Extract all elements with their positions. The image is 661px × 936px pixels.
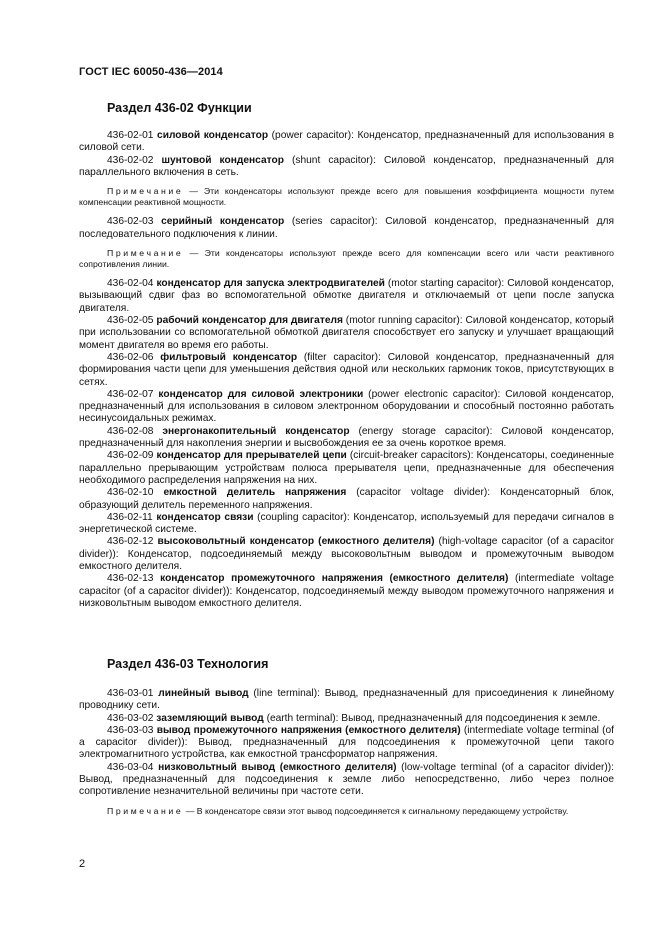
term-entry: 436-02-02 шунтовой конденсатор (shunt capacitor): Силовой конденсатор, предназначенный для параллельного включения в сеть. — [79, 154, 614, 178]
section-03-body — [79, 688, 614, 825]
term-entry: 436-02-05 рабочий конденсатор для двигателя (motor running capacitor): Силовой конденсатор, который при использовании со вспомогательной обмоткой двигателя способствует его запуску и улучшает вращающий момент двигателя во время его работы. — [79, 315, 614, 351]
term-entry: 436-02-01 силовой конденсатор (power capacitor): Конденсатор, предназначенный для использования в силовой сети. — [79, 130, 614, 154]
term-entry: 436-02-08 энергонакопительный конденсатор (energy storage capacitor): Силовой конденсатор, предназначенный для накопления энергии и высвобождения ее за очень короткое время. — [79, 425, 614, 450]
term-entry: 436-03-04 низковольтный вывод (емкостного делителя) (low-voltage terminal (of a capacitor divider)): Вывод, предназначенный для подсоединения к земле либо непосредственно, либо через полное сопротивление незначительной величины при частоте сети. — [79, 761, 614, 798]
section-03-title: Раздел 436-03 Технология — [107, 657, 269, 671]
note: Примечание — Эти конденсаторы используют прежде всего для компенсации всего или части реактивного сопротивления линии. — [79, 247, 614, 270]
section-02-body — [79, 130, 614, 610]
term-entry: 436-02-12 высоковольтный конденсатор (емкостного делителя) (high-voltage capacitor (of a capacitor divider)): Конденсатор, подсоединяемый между высоковольтным выводом и промежуточным выводом емкостного делителя. — [79, 536, 614, 572]
term-entry: 436-02-13 конденсатор промежуточного напряжения (емкостного делителя) (intermediate voltage capacitor (of a capacitor divider)): Конденсатор, подсоединяемый между выводом промежуточного напряжения и низковольтным выводом емкостного делителя. — [79, 573, 614, 609]
term-entry: 436-03-01 линейный вывод (line terminal): Вывод, предназначенный для присоединения к линейному проводнику сети. — [79, 688, 614, 712]
term-entry: 436-02-09 конденсатор для прерывателей цепи (circuit-breaker capacitors): Конденсаторы, соединенные параллельно прерывающим устройствам полюса прерывателя цепи, предназначенные для обеспечения необходимого распределения напряжения на них. — [79, 450, 614, 486]
term-entry: 436-02-10 емкостной делитель напряжения (capacitor voltage divider): Конденсаторный блок, образующий делитель переменного напряжения. — [79, 487, 614, 511]
page-number: 2 — [79, 858, 86, 870]
term-entry: 436-02-11 конденсатор связи (coupling capacitor): Конденсатор, используемый для передачи сигналов в энергетической системе. — [79, 511, 614, 536]
term-entry: 436-03-02 заземляющий вывод (earth terminal): Вывод, предназначенный для подсоединения к земле. — [107, 712, 601, 724]
term-entry: 436-02-06 фильтровый конденсатор (filter capacitor): Силовой конденсатор, предназначенный для формирования части цепи для уменьшения действия одной или нескольких гармоник токов, присутствующих в сетях. — [79, 351, 614, 388]
term-entry: 436-02-04 конденсатор для запуска электродвигателей (motor starting capacitor): Силовой конденсатор, вызывающий сдвиг фаз во вспомогательной обмотке двигателя и отключаемый от цепи после запуска двигателя. — [79, 278, 614, 314]
term-entry: 436-02-03 серийный конденсатор (series capacitor): Силовой конденсатор, предназначенный для последовательного подключения к линии. — [79, 216, 614, 240]
note: Примечание — Эти конденсаторы используют прежде всего для повышения коэффициента мощности путем компенсации реактивной мощности. — [79, 186, 614, 208]
term-entry: 436-03-03 вывод промежуточного напряжения (емкостного делителя) (intermediate voltage terminal (of a capacitor divider)): Вывод, предназначенный для подсоединения к промежуточной цепи такого электромагнитного устройства, как емкостной трансформатор напряжения. — [79, 724, 614, 761]
section-02-title: Раздел 436-02 Функции — [107, 101, 252, 115]
document-standard-header: ГОСТ IEC 60050-436—2014 — [79, 66, 223, 78]
term-entry: 436-02-07 конденсатор для силовой электроники (power electronic capacitor): Силовой конденсатор, предназначенный для использования в силовом электронном оборудовании и способный постоянно работать несинусоидальных режимах. — [79, 388, 614, 425]
note: Примечание — В конденсаторе связи этот вывод подсоединяется к сигнальному передающему устройству. — [107, 805, 569, 816]
